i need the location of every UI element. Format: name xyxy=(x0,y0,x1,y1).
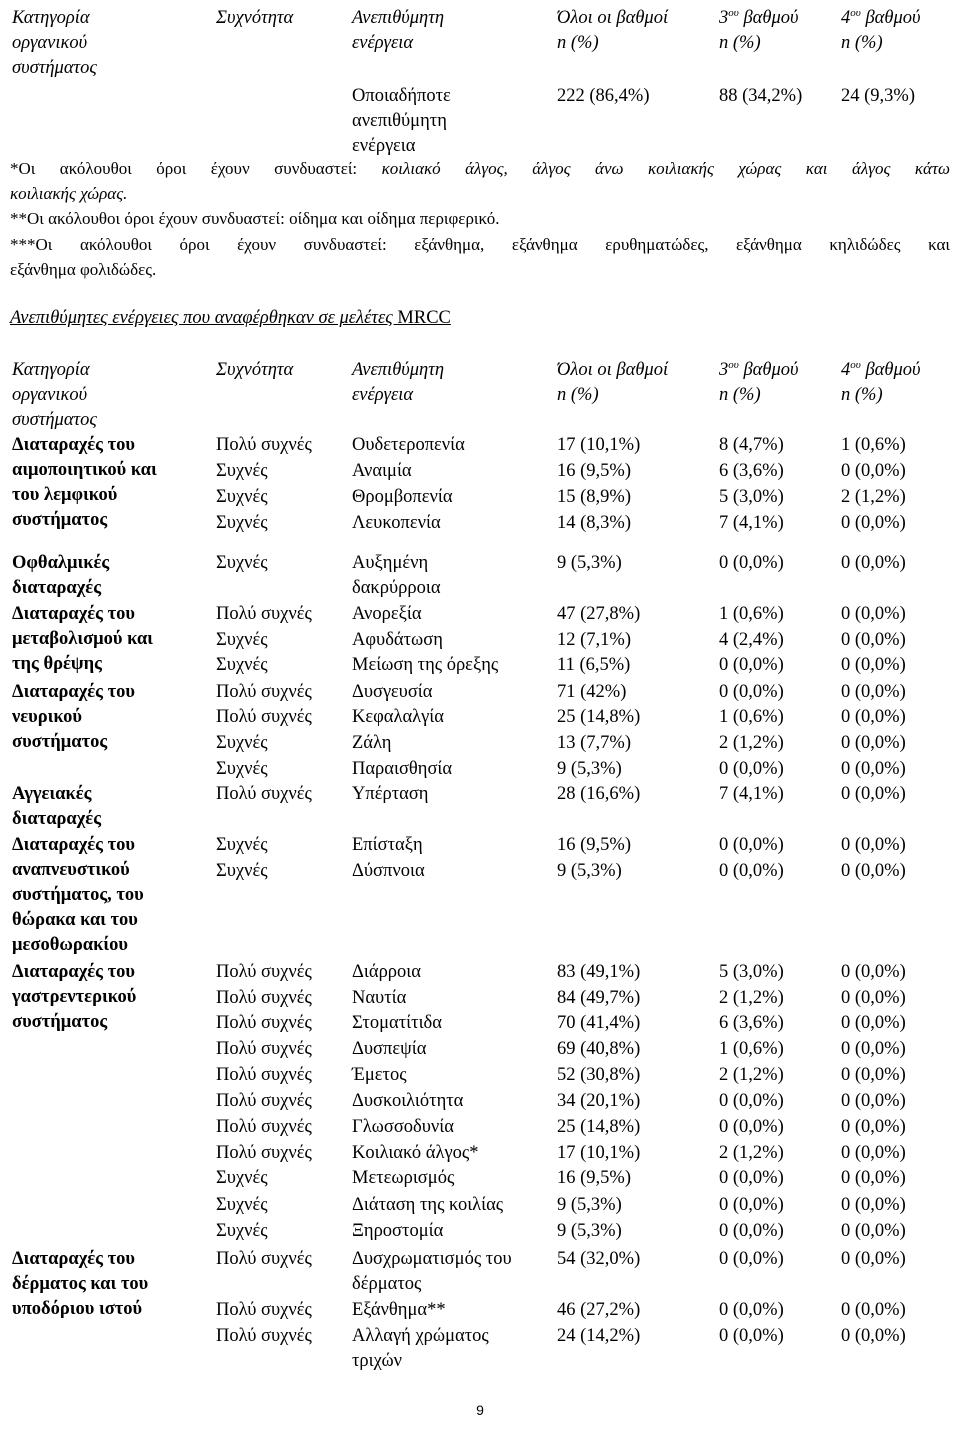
adverse-event-cell: Παραισθησία xyxy=(352,759,453,779)
frequency-cell: Συχνές xyxy=(216,461,268,481)
any-adverse-label: Οποιαδήποτε ανεπιθύμητη ενέργεια xyxy=(352,86,451,156)
grade3-cell: 0 (0,0%) xyxy=(719,861,784,881)
adverse-event-cell: Γλωσσοδυνία xyxy=(352,1117,454,1137)
header-frequency: Συχνότητα xyxy=(216,360,294,380)
adverse-event-cell: Ναυτία xyxy=(352,988,407,1008)
grade4-cell: 0 (0,0%) xyxy=(841,988,906,1008)
frequency-cell: Πολύ συχνές xyxy=(216,784,312,804)
grade3-cell: 0 (0,0%) xyxy=(719,1195,784,1215)
grade4-cell: 0 (0,0%) xyxy=(841,682,906,702)
adverse-event-cell: Έμετος xyxy=(352,1065,407,1085)
adverse-event-cell: Μείωση της όρεξης xyxy=(352,655,499,675)
category-blood-lymphatic: Διαταραχές του αιμοποιητικού και του λεμφικού συστήματος xyxy=(12,435,157,530)
adverse-event-cell: Ξηροστομία xyxy=(352,1221,444,1241)
grade4-cell: 0 (0,0%) xyxy=(841,1300,906,1320)
grade4-cell: 0 (0,0%) xyxy=(841,1221,906,1241)
all-grades-cell: 28 (16,6%) xyxy=(557,784,641,804)
frequency-cell: Συχνές xyxy=(216,655,268,675)
grade3-cell: 0 (0,0%) xyxy=(719,1249,784,1269)
note-1: *Οι ακόλουθοι όροι έχουν συνδυαστεί: κοιλιακό άλγος, άλγος άνω κοιλιακής χώρας και άλγος κάτω xyxy=(10,159,950,178)
grade4-cell: 0 (0,0%) xyxy=(841,655,906,675)
all-grades-cell: 52 (30,8%) xyxy=(557,1065,641,1085)
adverse-event-cell: Ουδετεροπενία xyxy=(352,435,465,455)
all-grades-cell: 9 (5,3%) xyxy=(557,759,622,779)
all-grades-cell: 25 (14,8%) xyxy=(557,1117,641,1137)
grade3-cell: 0 (0,0%) xyxy=(719,1221,784,1241)
adverse-event-cell: Αναιμία xyxy=(352,461,412,481)
adverse-event-cell: Εξάνθημα** xyxy=(352,1300,446,1320)
grade3-cell: 6 (3,6%) xyxy=(719,1013,784,1033)
all-grades-cell: 47 (27,8%) xyxy=(557,604,641,624)
grade4-cell: 0 (0,0%) xyxy=(841,1117,906,1137)
grade4-cell: 0 (0,0%) xyxy=(841,861,906,881)
frequency-cell: Πολύ συχνές xyxy=(216,1091,312,1111)
grade4-cell: 0 (0,0%) xyxy=(841,784,906,804)
grade4-cell: 0 (0,0%) xyxy=(841,553,906,573)
frequency-cell: Πολύ συχνές xyxy=(216,604,312,624)
grade4-cell: 0 (0,0%) xyxy=(841,707,906,727)
grade4-cell: 0 (0,0%) xyxy=(841,630,906,650)
grade3-cell: 7 (4,1%) xyxy=(719,784,784,804)
any-adverse-all-grades: 222 (86,4%) xyxy=(557,86,650,106)
adverse-event-cell: Στοματίτιδα xyxy=(352,1013,442,1033)
header-grade3: $3^{o\upsilon}$ βαθμού n (%) xyxy=(719,6,799,53)
note-2: **Οι ακόλουθοι όροι έχουν συνδυαστεί: οίδημα και οίδημα περιφερικό. xyxy=(10,209,500,228)
grade3-cell: 0 (0,0%) xyxy=(719,1117,784,1137)
note-3: ***Οι ακόλουθοι όροι έχουν συνδυαστεί: εξάνθημα, εξάνθημα ερυθηματώδες, εξάνθημα κηλιδώδες και xyxy=(10,235,950,254)
grade4-cell: 0 (0,0%) xyxy=(841,733,906,753)
grade4-cell: 0 (0,0%) xyxy=(841,1091,906,1111)
all-grades-cell: 83 (49,1%) xyxy=(557,962,641,982)
frequency-cell: Συχνές xyxy=(216,1168,268,1188)
adverse-event-cell: Υπέρταση xyxy=(352,784,429,804)
grade4-cell: 0 (0,0%) xyxy=(841,604,906,624)
any-adverse-grade4: 24 (9,3%) xyxy=(841,86,915,106)
frequency-cell: Συχνές xyxy=(216,553,268,573)
frequency-cell: Συχνές xyxy=(216,1195,268,1215)
grade4-cell: 0 (0,0%) xyxy=(841,1065,906,1085)
frequency-cell: Συχνές xyxy=(216,487,268,507)
adverse-event-cell: Διάταση της κοιλίας xyxy=(352,1195,504,1215)
adverse-event-cell: Ανορεξία xyxy=(352,604,422,624)
grade4-cell: 0 (0,0%) xyxy=(841,461,906,481)
grade3-cell: 0 (0,0%) xyxy=(719,759,784,779)
frequency-cell: Πολύ συχνές xyxy=(216,1249,312,1269)
adverse-event-cell: Δυσγευσία xyxy=(352,682,433,702)
all-grades-cell: 17 (10,1%) xyxy=(557,1143,641,1163)
frequency-cell: Πολύ συχνές xyxy=(216,1013,312,1033)
all-grades-cell: 16 (9,5%) xyxy=(557,835,631,855)
all-grades-cell: 46 (27,2%) xyxy=(557,1300,641,1320)
adverse-event-cell: Κεφαλαλγία xyxy=(352,707,444,727)
grade3-cell: 2 (1,2%) xyxy=(719,988,784,1008)
adverse-event-cell: Κοιλιακό άλγος* xyxy=(352,1143,479,1163)
any-adverse-grade3: 88 (34,2%) xyxy=(719,86,803,106)
grade4-cell: 0 (0,0%) xyxy=(841,962,906,982)
all-grades-cell: 9 (5,3%) xyxy=(557,1195,622,1215)
adverse-event-cell: Αλλαγή χρώματος τριχών xyxy=(352,1326,489,1371)
grade4-cell: 0 (0,0%) xyxy=(841,1039,906,1059)
all-grades-cell: 9 (5,3%) xyxy=(557,861,622,881)
main-table-header xyxy=(0,358,960,433)
grade3-cell: 0 (0,0%) xyxy=(719,835,784,855)
all-grades-cell: 25 (14,8%) xyxy=(557,707,641,727)
grade3-cell: 5 (3,0%) xyxy=(719,487,784,507)
header-grade4: $4^{o\upsilon}$ βαθμού n (%) xyxy=(841,6,921,53)
adverse-event-cell: Ζάλη xyxy=(352,733,392,753)
frequency-cell: Πολύ συχνές xyxy=(216,962,312,982)
frequency-cell: Πολύ συχνές xyxy=(216,435,312,455)
all-grades-cell: 12 (7,1%) xyxy=(557,630,631,650)
category-nervous-system: Διαταραχές του νευρικού συστήματος xyxy=(12,682,135,752)
adverse-event-cell: Μετεωρισμός xyxy=(352,1168,455,1188)
note-1-cont: κοιλιακής χώρας. xyxy=(10,184,128,203)
all-grades-cell: 17 (10,1%) xyxy=(557,435,641,455)
all-grades-cell: 9 (5,3%) xyxy=(557,1221,622,1241)
grade3-cell: 1 (0,6%) xyxy=(719,707,784,727)
adverse-event-cell: Λευκοπενία xyxy=(352,513,441,533)
frequency-cell: Πολύ συχνές xyxy=(216,1143,312,1163)
all-grades-cell: 16 (9,5%) xyxy=(557,1168,631,1188)
frequency-cell: Συχνές xyxy=(216,835,268,855)
category-skin-subcutaneous: Διαταραχές του δέρματος και του υποδόριου ιστού xyxy=(12,1249,149,1319)
header-grade4: $4^{o\upsilon}$ βαθμού n (%) xyxy=(841,358,921,405)
header-frequency: Συχνότητα xyxy=(216,8,294,28)
grade3-cell: 8 (4,7%) xyxy=(719,435,784,455)
adverse-event-cell: Δύσπνοια xyxy=(352,861,425,881)
grade4-cell: 0 (0,0%) xyxy=(841,1249,906,1269)
all-grades-cell: 69 (40,8%) xyxy=(557,1039,641,1059)
grade3-cell: 4 (2,4%) xyxy=(719,630,784,650)
grade4-cell: 0 (0,0%) xyxy=(841,1143,906,1163)
category-metabolism-nutrition: Διαταραχές του μεταβολισμού και της θρέψης xyxy=(12,604,153,674)
header-all-grades: Όλοι οι βαθμοί n (%) xyxy=(557,360,669,405)
header-all-grades: Όλοι οι βαθμοί n (%) xyxy=(557,8,669,53)
grade3-cell: 1 (0,6%) xyxy=(719,604,784,624)
grade4-cell: 0 (0,0%) xyxy=(841,1168,906,1188)
grade3-cell: 0 (0,0%) xyxy=(719,1300,784,1320)
all-grades-cell: 71 (42%) xyxy=(557,682,627,702)
grade4-cell: 1 (0,6%) xyxy=(841,435,906,455)
grade3-cell: 2 (1,2%) xyxy=(719,1065,784,1085)
grade4-cell: 0 (0,0%) xyxy=(841,1195,906,1215)
category-respiratory: Διαταραχές του αναπνευστικού συστήματος, του θώρακα και του μεσοθωρακίου xyxy=(12,835,144,955)
frequency-cell: Πολύ συχνές xyxy=(216,1300,312,1320)
adverse-event-cell: Διάρροια xyxy=(352,962,421,982)
frequency-cell: Πολύ συχνές xyxy=(216,1039,312,1059)
all-grades-cell: 9 (5,3%) xyxy=(557,553,622,573)
category-vascular: Αγγειακές διαταραχές xyxy=(12,784,101,829)
grade4-cell: 0 (0,0%) xyxy=(841,1326,906,1346)
grade3-cell: 0 (0,0%) xyxy=(719,1326,784,1346)
all-grades-cell: 16 (9,5%) xyxy=(557,461,631,481)
frequency-cell: Συχνές xyxy=(216,759,268,779)
header-adverse: Ανεπιθύμητη ενέργεια xyxy=(352,360,445,405)
grade3-cell: 2 (1,2%) xyxy=(719,1143,784,1163)
frequency-cell: Πολύ συχνές xyxy=(216,707,312,727)
grade3-cell: 0 (0,0%) xyxy=(719,655,784,675)
frequency-cell: Συχνές xyxy=(216,733,268,753)
adverse-event-cell: Επίσταξη xyxy=(352,835,423,855)
adverse-event-cell: Δυσκοιλιότητα xyxy=(352,1091,464,1111)
frequency-cell: Συχνές xyxy=(216,513,268,533)
all-grades-cell: 14 (8,3%) xyxy=(557,513,631,533)
frequency-cell: Πολύ συχνές xyxy=(216,1065,312,1085)
section-title: Ανεπιθύμητες ενέργειες που αναφέρθηκαν σε μελέτες MRCC xyxy=(10,308,451,328)
header-adverse: Ανεπιθύμητη ενέργεια xyxy=(352,8,445,53)
frequency-cell: Συχνές xyxy=(216,630,268,650)
all-grades-cell: 54 (32,0%) xyxy=(557,1249,641,1269)
adverse-event-cell: Αφυδάτωση xyxy=(352,630,443,650)
adverse-event-cell: Θρομβοπενία xyxy=(352,487,453,507)
grade4-cell: 0 (0,0%) xyxy=(841,1013,906,1033)
all-grades-cell: 34 (20,1%) xyxy=(557,1091,641,1111)
all-grades-cell: 24 (14,2%) xyxy=(557,1326,641,1346)
grade4-cell: 0 (0,0%) xyxy=(841,759,906,779)
grade3-cell: 0 (0,0%) xyxy=(719,553,784,573)
top-table xyxy=(0,6,960,156)
all-grades-cell: 15 (8,9%) xyxy=(557,487,631,507)
grade3-cell: 0 (0,0%) xyxy=(719,682,784,702)
frequency-cell: Πολύ συχνές xyxy=(216,1326,312,1346)
all-grades-cell: 84 (49,7%) xyxy=(557,988,641,1008)
adverse-event-cell: Αυξημένη δακρύρροια xyxy=(352,553,441,598)
grade4-cell: 2 (1,2%) xyxy=(841,487,906,507)
note-3-cont: εξάνθημα φολιδώδες. xyxy=(10,260,157,279)
grade3-cell: 7 (4,1%) xyxy=(719,513,784,533)
grade3-cell: 1 (0,6%) xyxy=(719,1039,784,1059)
frequency-cell: Συχνές xyxy=(216,861,268,881)
header-category: Κατηγορία οργανικού συστήματος xyxy=(12,360,97,430)
adverse-event-cell: Δυσχρωματισμός του δέρματος xyxy=(352,1249,512,1294)
adverse-event-cell: Δυσπεψία xyxy=(352,1039,427,1059)
all-grades-cell: 70 (41,4%) xyxy=(557,1013,641,1033)
grade4-cell: 0 (0,0%) xyxy=(841,513,906,533)
grade3-cell: 2 (1,2%) xyxy=(719,733,784,753)
frequency-cell: Πολύ συχνές xyxy=(216,682,312,702)
frequency-cell: Πολύ συχνές xyxy=(216,1117,312,1137)
category-gastrointestinal: Διαταραχές του γαστρεντερικού συστήματος xyxy=(12,962,137,1032)
grade3-cell: 0 (0,0%) xyxy=(719,1168,784,1188)
frequency-cell: Συχνές xyxy=(216,1221,268,1241)
grade3-cell: 5 (3,0%) xyxy=(719,962,784,982)
grade3-cell: 6 (3,6%) xyxy=(719,461,784,481)
frequency-cell: Πολύ συχνές xyxy=(216,988,312,1008)
all-grades-cell: 11 (6,5%) xyxy=(557,655,631,675)
grade4-cell: 0 (0,0%) xyxy=(841,835,906,855)
category-eye: Οφθαλμικές διαταραχές xyxy=(12,553,110,598)
header-category: Κατηγορία οργανικού συστήματος xyxy=(12,8,97,78)
page-number: 9 xyxy=(476,1402,484,1418)
grade3-cell: 0 (0,0%) xyxy=(719,1091,784,1111)
all-grades-cell: 13 (7,7%) xyxy=(557,733,631,753)
header-grade3: $3^{o\upsilon}$ βαθμού n (%) xyxy=(719,358,799,405)
